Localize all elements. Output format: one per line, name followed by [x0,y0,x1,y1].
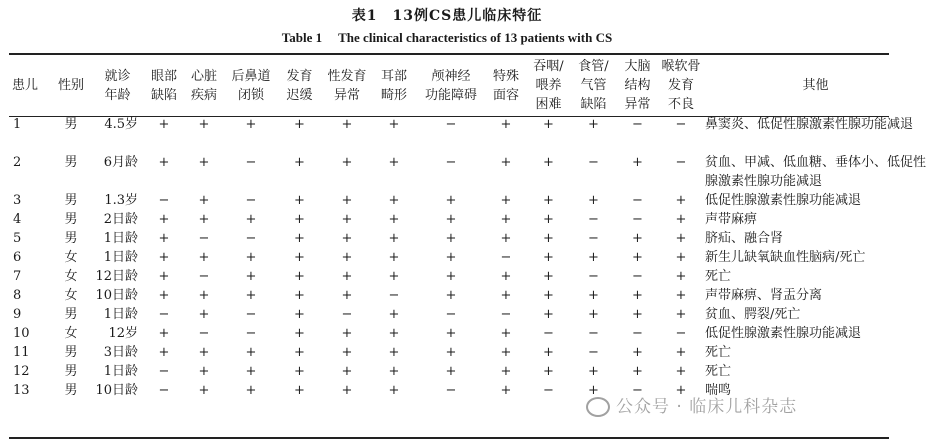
feature-cell: + [245,269,257,284]
column-header-line: 发育 [667,78,694,93]
table-row [9,248,929,267]
column-header-line: 性别 [57,78,84,93]
patient-id-cell: 7 [13,269,22,284]
feature-cell: − [158,193,170,208]
feature-cell: + [500,288,512,303]
feature-cell: + [341,345,353,360]
table-row [9,115,929,153]
feature-cell: + [543,250,554,265]
table-title-en: Table 1 The clinical characteristics of 13 patients with CS [281,30,613,45]
other-cell: 声带麻痹、肾盂分离 [705,288,823,303]
column-header-line: 异常 [624,97,651,112]
feature-cell: + [388,383,400,398]
feature-cell: + [388,345,400,360]
feature-cell: − [158,383,170,398]
column-header [660,56,702,115]
feature-cell: + [632,155,643,170]
feature-cell: − [500,307,512,322]
column-header [373,56,415,115]
column-header-line: 喉软骨 [661,59,701,74]
patient-id-cell: 9 [13,307,22,322]
feature-cell: + [245,383,257,398]
column-header [615,56,660,115]
feature-cell: + [198,193,210,208]
feature-cell: − [245,193,257,208]
feature-cell: − [245,155,257,170]
age-cell: 12岁 [108,326,138,341]
other-cell: 脐疝、融合肾 [705,231,784,246]
feature-cell: − [632,269,643,284]
age-cell: 1日龄 [103,250,138,265]
feature-cell: + [294,250,305,265]
feature-cell: + [245,250,257,265]
column-header-line: 闭锁 [237,87,264,103]
column-header [321,56,373,115]
feature-cell: + [632,345,643,360]
feature-cell: + [294,326,305,341]
feature-cell: + [245,364,257,379]
feature-cell: + [294,155,305,170]
table-row [9,305,929,324]
feature-cell: + [500,193,512,208]
column-header [51,56,91,115]
feature-cell: + [500,155,512,170]
feature-cell: + [445,364,457,379]
feature-cell: + [675,364,687,379]
feature-cell: − [675,117,687,132]
feature-cell: − [632,212,643,227]
feature-cell: + [445,345,457,360]
feature-cell: − [198,269,210,284]
age-cell: 6月龄 [103,155,138,170]
feature-cell: + [245,288,257,303]
column-header [525,56,572,115]
other-cell: 鼻窦炎、低促性腺激素性腺功能减退 [705,117,914,132]
feature-cell: + [341,193,353,208]
column-header-line: 颅神经 [431,68,471,84]
age-cell: 10日龄 [95,288,138,303]
patient-id-cell: 11 [13,345,30,360]
feature-cell: + [388,250,400,265]
feature-cell: + [588,193,599,208]
feature-cell: + [445,326,457,341]
column-header-line: 不良 [667,97,694,112]
feature-cell: − [543,383,554,398]
column-header [91,56,144,115]
feature-cell: + [543,193,554,208]
age-cell: 1日龄 [103,231,138,246]
feature-cell: + [388,212,400,227]
feature-cell: − [588,212,599,227]
feature-cell: + [341,250,353,265]
feature-cell: + [675,193,687,208]
age-cell: 4.5岁 [104,117,138,132]
feature-cell: + [500,326,512,341]
feature-cell: + [198,117,210,132]
feature-cell: − [245,326,257,341]
feature-cell: + [198,364,210,379]
feature-cell: + [675,250,687,265]
other-cell: 贫血、甲减、低血糖、垂体小、低促性腺激素性腺功能减退 [705,155,927,189]
feature-cell: + [158,231,170,246]
sex-cell: 男 [64,345,78,360]
feature-cell: − [198,231,210,246]
feature-cell: + [445,269,457,284]
feature-cell: − [245,231,257,246]
feature-cell: − [245,307,257,322]
other-cell: 死亡 [705,345,732,360]
feature-cell: + [158,117,170,132]
table-row [9,267,929,286]
column-header-line: 其他 [802,78,829,93]
column-header [9,56,51,115]
feature-cell: + [500,345,512,360]
feature-cell: + [245,345,257,360]
column-header-line: 眼部 [150,68,177,84]
other-cell: 喘鸣 [705,383,732,398]
other-cell: 贫血、腭裂/死亡 [705,307,801,322]
watermark [586,392,797,417]
header-rule [9,116,889,117]
feature-cell: + [675,212,687,227]
sex-cell: 男 [64,193,78,208]
feature-cell: − [588,345,599,360]
feature-cell: + [543,212,554,227]
feature-cell: + [588,364,599,379]
feature-cell: + [341,155,353,170]
top-rule [9,53,889,55]
feature-cell: + [445,250,457,265]
feature-cell: + [294,117,305,132]
feature-cell: + [500,269,512,284]
feature-cell: + [543,288,554,303]
table-row [9,153,929,191]
other-cell: 声带麻痹 [705,212,758,227]
sex-cell: 女 [64,269,78,284]
feature-cell: + [294,193,305,208]
feature-cell: + [198,383,210,398]
feature-cell: + [294,364,305,379]
column-header-line: 就诊 [104,68,131,84]
feature-cell: − [198,326,210,341]
age-cell: 1日龄 [103,307,138,322]
feature-cell: + [388,326,400,341]
feature-cell: − [675,155,687,170]
feature-cell: − [675,326,687,341]
feature-cell: − [500,250,512,265]
column-header-line: 结构 [624,78,651,93]
feature-cell: + [158,269,170,284]
patient-id-cell: 3 [13,193,22,208]
sex-cell: 男 [64,212,78,227]
patient-id-cell: 5 [13,231,22,246]
feature-cell: + [632,364,643,379]
feature-cell: − [445,383,457,398]
column-header [224,56,278,115]
sex-cell: 男 [64,155,78,170]
feature-cell: + [245,117,257,132]
column-header-line: 困难 [535,97,562,112]
feature-cell: + [675,288,687,303]
other-cell: 死亡 [705,364,732,379]
sex-cell: 男 [64,383,78,398]
feature-cell: − [445,117,457,132]
feature-cell: + [294,269,305,284]
column-header-line: 食管/ [578,59,609,74]
feature-cell: + [198,155,210,170]
column-header-line: 年龄 [104,87,131,103]
feature-cell: + [158,326,170,341]
feature-cell: − [445,307,457,322]
column-header-line: 心脏 [190,68,217,84]
wechat-icon [586,397,610,417]
watermark-text: 公众号 · 临床儿科杂志 [616,397,798,417]
column-header-line: 耳部 [380,68,407,84]
feature-cell: + [632,288,643,303]
sex-cell: 男 [64,231,78,246]
column-header-line: 患儿 [12,78,39,93]
feature-cell: + [675,269,687,284]
sex-cell: 男 [64,364,78,379]
feature-cell: + [500,364,512,379]
feature-cell: + [158,155,170,170]
feature-cell: − [158,364,170,379]
feature-cell: + [500,212,512,227]
feature-cell: + [294,231,305,246]
table-row [9,286,929,305]
feature-cell: + [388,117,400,132]
feature-cell: + [445,288,457,303]
feature-cell: + [341,326,353,341]
column-header-line: 缺陷 [150,87,177,103]
feature-cell: + [158,250,170,265]
header-row [9,56,929,115]
feature-cell: + [341,288,353,303]
feature-cell: + [588,288,599,303]
table-row [9,229,929,248]
feature-cell: + [388,269,400,284]
column-header-line: 功能障碍 [424,87,477,103]
feature-cell: + [543,364,554,379]
feature-cell: + [341,212,353,227]
sex-cell: 男 [64,117,78,132]
feature-cell: + [341,383,353,398]
age-cell: 2日龄 [103,212,138,227]
feature-cell: − [388,288,400,303]
other-cell: 低促性腺激素性腺功能减退 [705,193,862,208]
age-cell: 12日龄 [95,269,138,284]
feature-cell: + [388,193,400,208]
feature-cell: + [341,364,353,379]
column-header [144,56,184,115]
feature-cell: + [543,231,554,246]
column-header [278,56,321,115]
feature-cell: + [675,307,687,322]
feature-cell: + [341,231,353,246]
feature-cell: + [445,231,457,246]
bottom-rule [9,437,889,439]
table-row [9,362,929,381]
feature-cell: − [588,231,599,246]
feature-cell: + [675,345,687,360]
sex-cell: 女 [64,250,78,265]
feature-cell: − [632,193,643,208]
feature-cell: + [294,383,305,398]
column-header-line: 性发育 [327,68,367,84]
column-header-line: 大脑 [624,59,651,74]
feature-cell: + [543,269,554,284]
feature-cell: + [445,193,457,208]
feature-cell: + [198,307,210,322]
column-header [415,56,487,115]
feature-cell: + [388,364,400,379]
table-row [9,210,929,229]
feature-cell: − [543,326,554,341]
column-header [487,56,525,115]
table-row [9,324,929,343]
age-cell: 1日龄 [103,364,138,379]
other-cell: 新生儿缺氧缺血性脑病/死亡 [705,250,866,265]
feature-cell: + [632,231,643,246]
feature-cell: + [245,212,257,227]
feature-cell: + [675,383,687,398]
column-header-line: 疾病 [190,87,217,103]
patient-id-cell: 1 [13,117,22,132]
age-cell: 1.3岁 [104,193,138,208]
table-title-cn: 表1 13例CS患儿临床特征 [351,8,543,24]
feature-cell: − [588,269,599,284]
table-row [9,343,929,362]
column-header-line: 异常 [333,87,360,103]
feature-cell: + [294,288,305,303]
column-header-line: 气管 [580,78,607,93]
feature-cell: + [675,231,687,246]
column-header [702,56,929,115]
feature-cell: − [588,155,599,170]
feature-cell: − [588,326,599,341]
patient-id-cell: 13 [13,383,30,398]
age-cell: 3日龄 [103,345,138,360]
feature-cell: + [198,250,210,265]
feature-cell: + [158,212,170,227]
feature-cell: − [341,307,353,322]
feature-cell: + [500,383,512,398]
feature-cell: + [198,345,210,360]
feature-cell: + [500,231,512,246]
feature-cell: + [158,345,170,360]
feature-cell: − [632,326,643,341]
feature-cell: − [632,383,643,398]
feature-cell: + [445,212,457,227]
feature-cell: + [294,307,305,322]
feature-cell: + [388,307,400,322]
feature-cell: + [500,117,512,132]
feature-cell: + [158,288,170,303]
sex-cell: 女 [64,326,78,341]
column-header-line: 迟缓 [286,87,313,103]
feature-cell: − [632,117,643,132]
column-header [572,56,615,115]
column-header-line: 吞咽/ [533,59,564,74]
patient-id-cell: 4 [13,212,22,227]
feature-cell: + [341,117,353,132]
feature-cell: + [543,345,554,360]
sex-cell: 女 [64,288,78,303]
feature-cell: + [543,307,554,322]
feature-cell: + [632,307,643,322]
patient-id-cell: 12 [13,364,30,379]
feature-cell: + [632,250,643,265]
patient-id-cell: 6 [13,250,22,265]
feature-cell: + [543,155,554,170]
age-cell: 10日龄 [95,383,138,398]
column-header-line: 特殊 [492,68,519,84]
column-header-line: 后鼻道 [231,68,271,84]
clinical-table [9,56,929,400]
other-cell: 死亡 [705,269,732,284]
patient-id-cell: 2 [13,155,22,170]
feature-cell: + [388,231,400,246]
column-header-line: 缺陷 [580,97,607,112]
patient-id-cell: 8 [13,288,22,303]
patient-id-cell: 10 [13,326,30,341]
feature-cell: + [543,117,554,132]
feature-cell: + [198,288,210,303]
column-header-line: 畸形 [380,87,407,103]
column-header-line: 发育 [286,68,313,84]
column-header-line: 面容 [492,87,519,103]
feature-cell: + [294,345,305,360]
feature-cell: + [198,212,210,227]
table-row [9,191,929,210]
feature-cell: + [388,155,400,170]
feature-cell: + [294,212,305,227]
sex-cell: 男 [64,307,78,322]
feature-cell: + [588,307,599,322]
feature-cell: − [445,155,457,170]
feature-cell: + [588,117,599,132]
other-cell: 低促性腺激素性腺功能减退 [705,326,862,341]
feature-cell: + [588,250,599,265]
column-header-line: 喂养 [535,78,562,93]
feature-cell: − [158,307,170,322]
feature-cell: + [341,269,353,284]
feature-cell: + [588,383,599,398]
column-header [184,56,224,115]
